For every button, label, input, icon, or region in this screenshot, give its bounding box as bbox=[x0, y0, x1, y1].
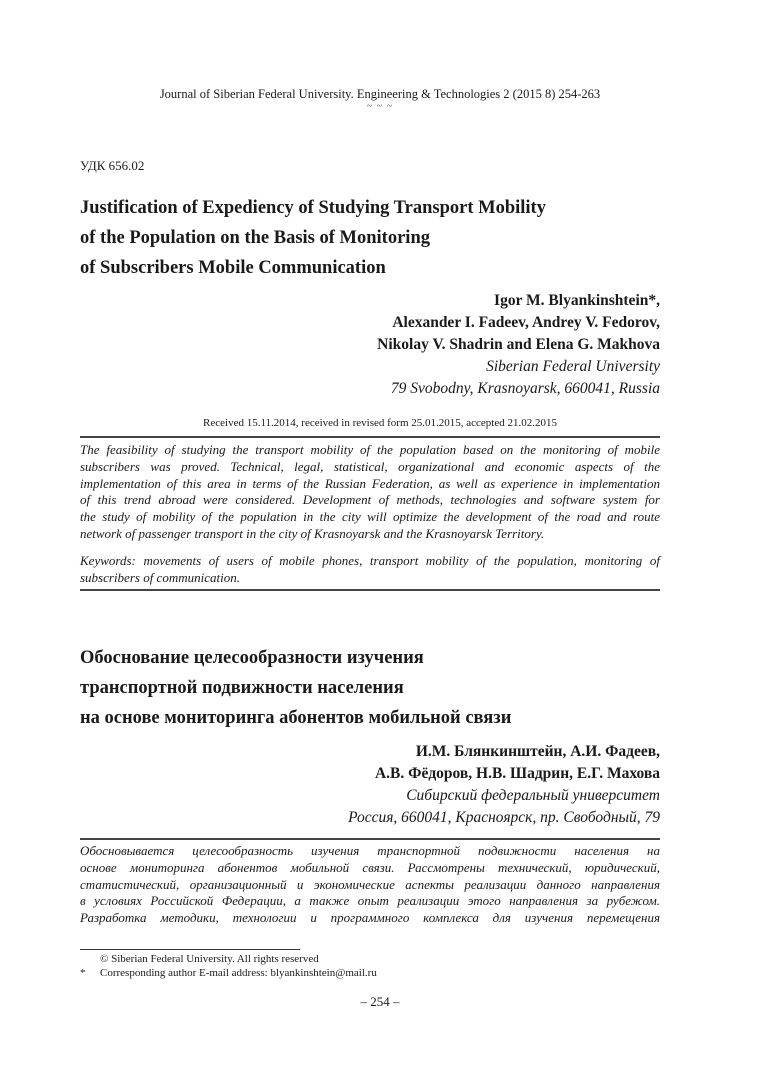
title-line: of Subscribers Mobile Communication bbox=[80, 258, 386, 278]
english-abstract bbox=[80, 442, 660, 543]
author-line: Igor M. Blyankinshtein*, bbox=[494, 292, 660, 309]
title-line: транспортной подвижности населения bbox=[80, 678, 404, 698]
russian-authors bbox=[348, 741, 660, 829]
affiliation-line: Сибирский федеральный университет bbox=[406, 787, 660, 804]
affiliation-line: Россия, 660041, Красноярск, пр. Свободный, 79 bbox=[348, 809, 660, 826]
author-line: И.М. Блянкинштейн, А.И. Фадеев, bbox=[415, 743, 660, 760]
abstract-line: subscribers was proved. Technical, legal, statistical, organizational and economic aspects of the bbox=[80, 458, 660, 474]
affiliation-line: 79 Svobodny, Krasnoyarsk, 660041, Russia bbox=[390, 380, 660, 397]
divider bbox=[80, 838, 660, 840]
abstract-line: Обосновывается целесообразность изучения транспортной подвижности населения на bbox=[80, 843, 660, 858]
english-authors bbox=[377, 290, 660, 400]
title-line: на основе мониторинга абонентов мобильной связи bbox=[80, 708, 512, 728]
abstract-line: implementation of this area in terms of the Russian Federation, as well as experience in implementation bbox=[80, 475, 660, 491]
abstract-line: в условиях Российской Федерации, а также опыт реализации этого направления за рубежом. bbox=[80, 893, 660, 909]
english-keywords bbox=[80, 553, 660, 587]
author-line: А.В. Фёдоров, Н.В. Шадрин, Е.Г. Махова bbox=[374, 765, 660, 782]
english-title bbox=[80, 193, 660, 283]
abstract-line: Разработка методики, технологии и программного комплекса для изучения перемещения bbox=[80, 910, 660, 926]
journal-header: Journal of Siberian Federal University. Engineering & Technologies 2 (2015 8) 254-263 bbox=[159, 87, 601, 101]
abstract-line: The feasibility of studying the transport mobility of the population based on the monitoring of mobile bbox=[80, 442, 660, 457]
russian-abstract bbox=[80, 843, 660, 927]
copyright-note: © Siberian Federal University. All rights reserved bbox=[100, 953, 319, 965]
page-number: – 254 – bbox=[360, 994, 400, 1009]
title-line: Обоснование целесообразности изучения bbox=[80, 648, 424, 668]
divider bbox=[80, 436, 660, 438]
received-dates: Received 15.11.2014, received in revised form 25.01.2015, accepted 21.02.2015 bbox=[203, 417, 557, 429]
footnote-marker: * bbox=[80, 967, 86, 979]
abstract-line: статистический, организационный и экономические аспекты реализации данного направления bbox=[80, 876, 660, 892]
footnote-divider bbox=[80, 949, 300, 950]
abstract-line: of this trend abroad were considered. Development of methods, technologies and software system for bbox=[80, 492, 660, 508]
abstract-line: network of passenger transport in the city of Krasnoyarsk and the Krasnoyarsk Territory. bbox=[80, 525, 545, 541]
russian-title bbox=[80, 643, 660, 733]
title-line: of the Population on the Basis of Monitoring bbox=[80, 228, 430, 248]
divider bbox=[80, 589, 660, 591]
footnotes bbox=[80, 952, 377, 980]
header-ornament: ~ ~ ~ bbox=[366, 101, 394, 112]
udk-code: УДК 656.02 bbox=[80, 158, 145, 173]
author-line: Alexander I. Fadeev, Andrey V. Fedorov, bbox=[392, 314, 660, 331]
author-line: Nikolay V. Shadrin and Elena G. Makhova bbox=[377, 336, 660, 353]
abstract-line: the study of mobility of the population in the city will optimize the development of the road and route bbox=[80, 509, 660, 525]
keywords-line: Keywords: movements of users of mobile phones, transport mobility of the population, monitoring of bbox=[80, 553, 660, 568]
corresponding-author-note: Corresponding author E-mail address: blyankinshtein@mail.ru bbox=[100, 967, 377, 979]
abstract-line: основе мониторинга абонентов мобильной связи. Рассмотрены технический, юридический, bbox=[80, 859, 660, 875]
affiliation-line: Siberian Federal University bbox=[486, 358, 660, 375]
title-line: Justification of Expediency of Studying Transport Mobility bbox=[80, 198, 546, 218]
keywords-line: subscribers of communication. bbox=[80, 569, 240, 585]
